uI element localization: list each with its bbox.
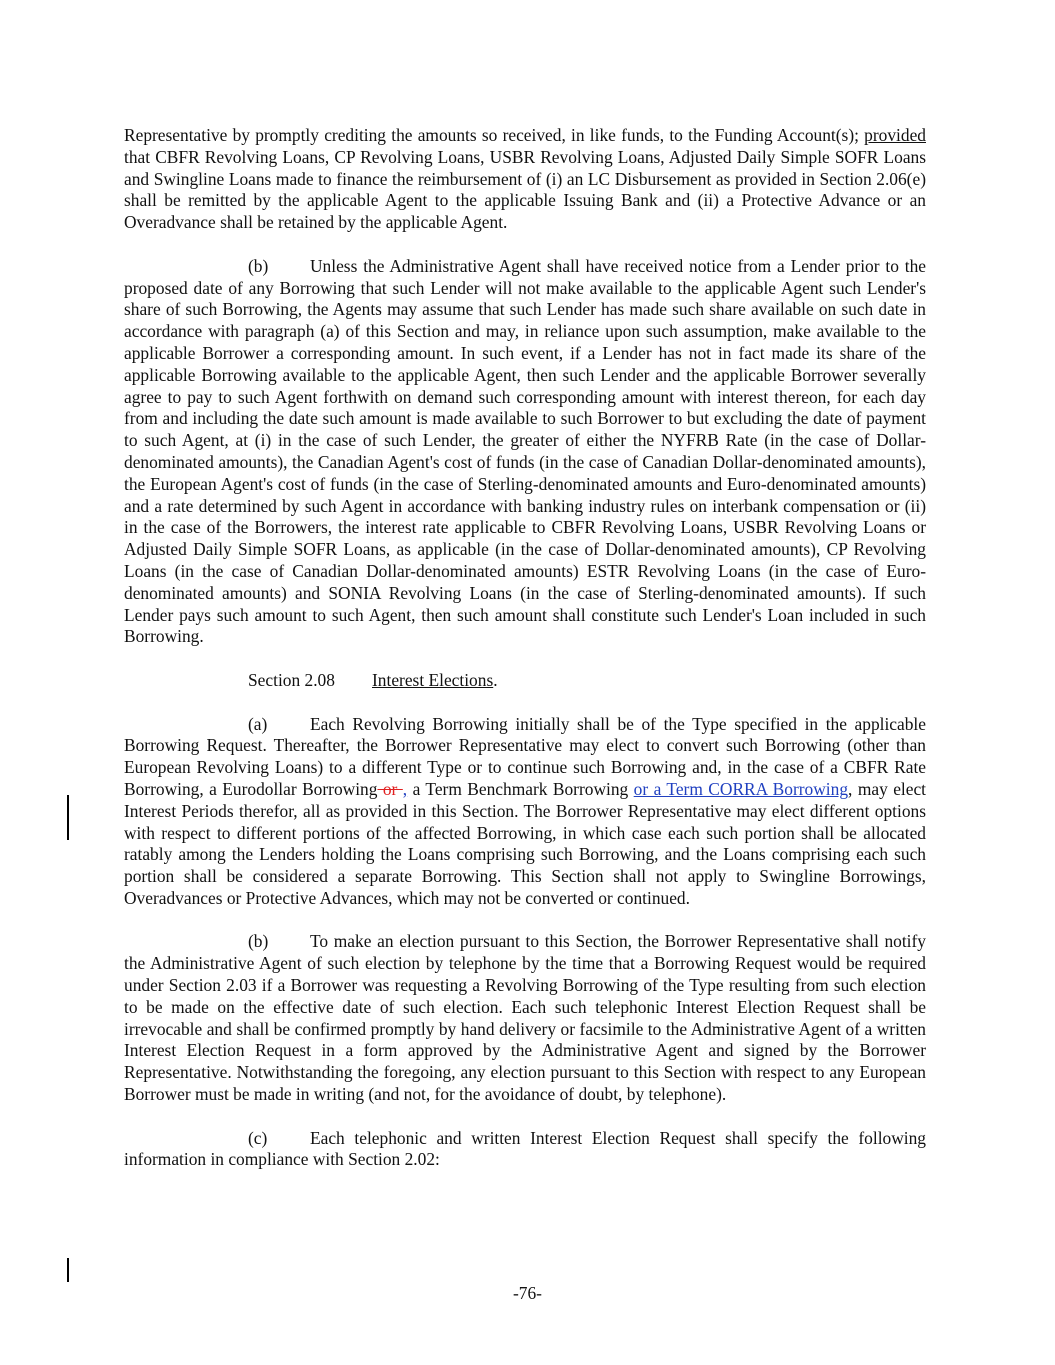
inserted-comma: ,	[402, 778, 408, 799]
paragraph-continuation	[124, 125, 926, 234]
section-number: Section 2.08	[248, 669, 335, 690]
paragraph-text: Each telephonic and written Interest Election Request shall specify the following information in compliance with Section 2.02:	[124, 1127, 926, 1170]
inserted-text: or a Term CORRA Borrowing	[633, 778, 849, 799]
paragraph-text: Representative by promptly crediting the amounts so received, in like funds, to the Funding Account(s);	[124, 125, 865, 145]
deleted-text: or	[377, 778, 403, 799]
section-title: Interest Elections	[372, 669, 494, 690]
paragraph-a-interest-elections	[124, 714, 926, 910]
paragraph-text: Unless the Administrative Agent shall have received notice from a Lender prior to the proposed date of any Borrowing that such Lender will not make available to the applicable Agent such Lender's share of such Borrowing, the Agents may assume that such Lender has made such share available on such date in accordance with paragraph (a) of this Section and may, in reliance upon such assumption, make available to the applicable Borrower a corresponding amount. In such event, if a Lender has not in fact made its share of the applicable Borrowing available to the applicable Agent, then such Lender and the applicable Borrower severally agree to pay to such Agent forthwith on demand such corresponding amount with interest thereon, for each day from and including the date such amount is made available to such Borrower to but excluding the date of payment to such Agent, at (i) in the case of such Lender, the greater of either the NYFRB Rate (in the case of Dollar-denominated amounts), the Canadian Agent's cost of funds (in the case of Canadian Dollar-denominated amounts), the European Agent's cost of funds (in the case of Sterling-denominated amounts and Euro-denominated amounts) and a rate determined by such Agent in accordance with banking industry rules on interbank compensation or (ii) in the case of the Borrowers, the interest rate applicable to CBFR Revolving Loans, USBR Revolving Loans or Adjusted Daily Simple SOFR Loans, as applicable (in the case of Dollar-denominated amounts), CP Revolving Loans (in the case of Canadian Dollar-denominated amounts) ESTR Revolving Loans (in the case of Euro-denominated amounts) and SONIA Revolving Loans (in the case of Sterling-denominated amounts). If such Lender pays such amount to such Agent, then such amount shall constitute such Lender's Loan included in such Borrowing.	[124, 255, 926, 647]
paragraph-b-lender-borrowing	[124, 256, 926, 648]
section-title-period: .	[493, 669, 498, 690]
paragraph-text: Each Revolving Borrowing initially shall be of the Type specified in the applicable Borrowing Request. Thereafter, the Borrower Representative may elect to convert such Borrowing (other than European Revolving Loans) to a different Type or to continue such Borrowing and, in the case of a CBFR Rate Borrowing, a Eurodollar Borrowing	[124, 713, 926, 799]
paragraph-text: , may elect Interest Periods therefor, all as provided in this Section. The Borrower Representative may elect different options with respect to different portions of the affected Borrowing, in which case each such portion shall be allocated ratably among the Lenders holding the Loans comprising such Borrowing, and the Loans comprising each such portion shall be considered a separate Borrowing. This Section shall not apply to Swingline Borrowings, Overadvances or Protective Advances, which may not be converted or continued.	[124, 778, 927, 908]
paragraph-c-request-contents	[124, 1128, 926, 1172]
change-bar	[67, 1258, 69, 1282]
page-number: -76-	[513, 1283, 542, 1303]
section-heading	[124, 670, 926, 692]
document-body	[124, 125, 926, 1193]
paragraph-label: (a)	[248, 713, 268, 734]
paragraph-text: a Term Benchmark Borrowing	[407, 778, 634, 799]
change-bar	[67, 795, 69, 840]
paragraph-label: (b)	[248, 931, 269, 952]
paragraph-label: (c)	[248, 1127, 268, 1148]
provided-term: provided	[864, 125, 926, 145]
paragraph-b-election-notice	[124, 931, 926, 1105]
paragraph-text: To make an election pursuant to this Section, the Borrower Representative shall notify the Administrative Agent of such election by telephone by the time that a Borrowing Request would be required under Section 2.03 if a Borrower was requesting a Revolving Borrowing of the Type resulting from such election to be made on the effective date of such election. Each such telephonic Interest Election Request shall be irrevocable and shall be confirmed promptly by hand delivery or facsimile to the Administrative Agent of a written Interest Election Request in a form approved by the Administrative Agent and signed by the Borrower Representative. Notwithstanding the foregoing, any election pursuant to this Section with respect to any European Borrower must be made in writing (and not, for the avoidance of doubt, by telephone).	[124, 931, 926, 1105]
paragraph-label: (b)	[248, 255, 269, 276]
paragraph-text: that CBFR Revolving Loans, CP Revolving Loans, USBR Revolving Loans, Adjusted Daily Simple SOFR Loans and Swingline Loans made to finance the reimbursement of (i) an LC Disbursement as provided in Section 2.06(e) shall be remitted by the applicable Agent to the applicable Issuing Bank and (ii) a Protective Advance or an Overadvance shall be retained by the applicable Agent.	[124, 146, 926, 233]
